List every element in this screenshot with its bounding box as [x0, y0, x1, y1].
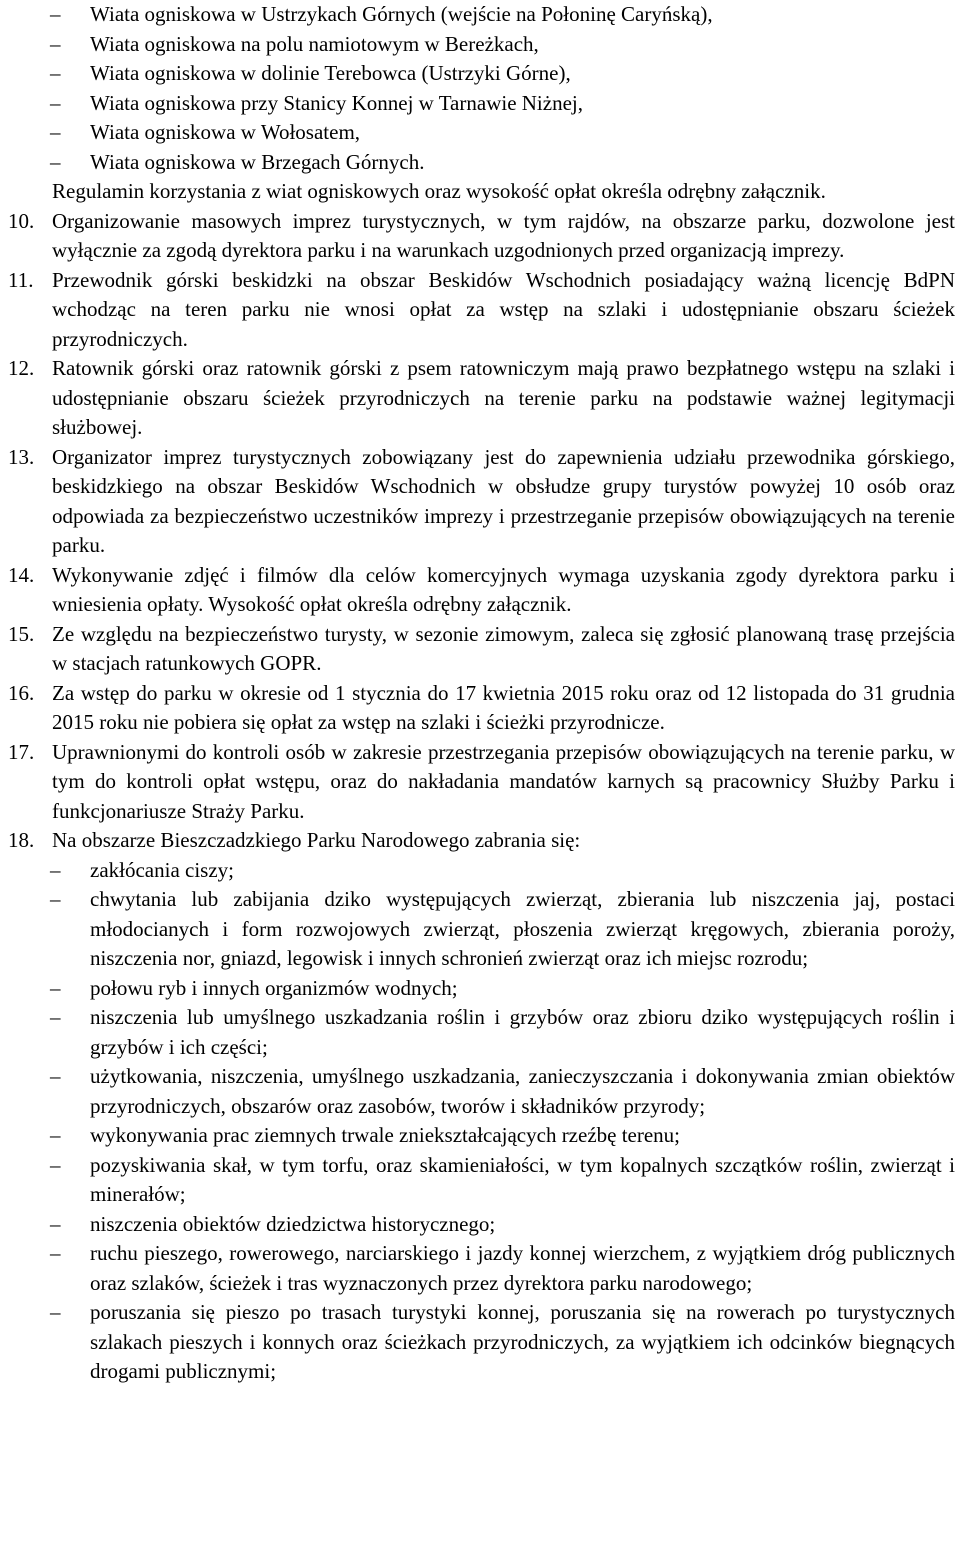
- dash-bullet: –: [50, 149, 61, 174]
- dash-bullet: –: [50, 857, 61, 882]
- point-text: Organizowanie masowych imprez turystycznych, w tym rajdów, na obszarze parku, dozwolone jest wyłącznie za zgodą dyrektora parku i na warunkach uzgodnionych przed organizacją imprezy.: [52, 208, 955, 262]
- shelter-item: [0, 89, 960, 119]
- point-number: 10.: [8, 208, 35, 233]
- numbered-point: [0, 561, 960, 620]
- prohibition-item: [0, 974, 960, 1004]
- dash-bullet: –: [50, 1211, 61, 1236]
- prohibition-item-text: pozyskiwania skał, w tym torfu, oraz skamieniałości, w tym kopalnych szczątków roślin, zwierząt i minerałów;: [90, 1152, 955, 1206]
- numbered-point: [0, 354, 960, 443]
- prohibition-item-text: niszczenia lub umyślnego uszkadzania roślin i grzybów oraz zbioru dziko występujących roślin i grzybów i ich części;: [90, 1005, 955, 1059]
- numbered-point: [0, 679, 960, 738]
- prohibition-item: [0, 1003, 960, 1062]
- dash-bullet: –: [50, 2, 61, 26]
- point-text: Przewodnik górski beskidzki na obszar Beskidów Wschodnich posiadający ważną licencję BdPN wchodząc na teren parku nie wnosi opłat za wstęp na szlaki i udostępnianie obszaru ścieżek przyrodniczych.: [52, 267, 955, 351]
- point-number: 13.: [8, 444, 35, 469]
- prohibition-item: [0, 856, 960, 886]
- point-number: 14.: [8, 562, 35, 587]
- point-text: Na obszarze Bieszczadzkiego Parku Narodowego zabrania się:: [52, 828, 581, 852]
- numbered-point: [0, 738, 960, 827]
- point-number: 15.: [8, 621, 35, 646]
- shelter-item: [0, 0, 960, 30]
- dash-bullet: –: [50, 1005, 61, 1029]
- point-text: Za wstęp do parku w okresie od 1 stycznia do 17 kwietnia 2015 roku oraz od 12 listopada do 31 grudnia 2015 roku nie pobiera się opłat za wstęp na szlaki i ścieżki przyrodnicze.: [52, 680, 955, 734]
- dash-bullet: –: [50, 31, 61, 56]
- shelter-item-text: Wiata ogniskowa w Ustrzykach Górnych (wejście na Połoninę Caryńską),: [90, 2, 713, 26]
- shelter-item-text: Wiata ogniskowa przy Stanicy Konnej w Tarnawie Niżnej,: [90, 90, 583, 115]
- numbered-point: [0, 826, 960, 856]
- numbered-points: [0, 207, 960, 856]
- prohibition-item-text: zakłócania ciszy;: [90, 857, 235, 882]
- prohibition-item-text: ruchu pieszego, rowerowego, narciarskiego i jazdy konnej wierzchem, z wyjątkiem dróg publicznych oraz szlaków, ścieżek i tras wyznaczonych przez dyrektora parku narodowego;: [90, 1241, 955, 1295]
- shelter-item-text: Wiata ogniskowa na polu namiotowym w Bereżkach,: [90, 31, 539, 56]
- point-text: Ratownik górski oraz ratownik górski z psem ratowniczym mają prawo bezpłatnego wstępu na szlaki i udostępnianie obszaru ścieżek przyrodniczych na terenie parku na podstawie ważnej legitymacji służbowej.: [52, 356, 955, 439]
- shelter-item-text: Wiata ogniskowa w dolinie Terebowca (Ustrzyki Górne),: [90, 61, 571, 85]
- prohibition-item-text: wykonywania prac ziemnych trwale zniekształcających rzeźbę terenu;: [90, 1123, 681, 1147]
- prohibition-item-text: chwytania lub zabijania dziko występujących zwierząt, zbierania lub niszczenia jaj, postaci młodocianych i form rozwojowych zwierząt, płoszenia zwierząt kręgowych, zbierania poroży, niszczenia nor, gniazd, legowisk i innych schronień zwierząt oraz ich miejsc rozrodu;: [90, 887, 955, 970]
- point-number: 17.: [8, 739, 35, 764]
- point-text: Ze względu na bezpieczeństwo turysty, w sezonie zimowym, zaleca się zgłosić planowaną trasę przejścia w stacjach ratunkowych GOPR.: [52, 621, 955, 675]
- point-text: Uprawnionymi do kontroli osób w zakresie przestrzegania przepisów obowiązujących na terenie parku, w tym do kontroli opłat wstępu, oraz do nakładania mandatów karnych są pracownicy Służby Parku i funkcjonariusze Straży Parku.: [52, 739, 955, 823]
- prohibition-item: [0, 1151, 960, 1210]
- dash-bullet: –: [50, 61, 61, 85]
- dash-bullet: –: [50, 1300, 61, 1324]
- dash-bullet: –: [50, 1064, 61, 1088]
- point-number: 16.: [8, 680, 35, 705]
- prohibition-item-text: połowu ryb i innych organizmów wodnych;: [90, 975, 458, 1000]
- dash-bullet: –: [50, 1241, 61, 1265]
- point-text: Wykonywanie zdjęć i filmów dla celów komercyjnych wymaga uzyskania zgody dyrektora parku i wniesienia opłaty. Wysokość opłat określa odrębny załącznik.: [52, 562, 955, 616]
- point-text: Organizator imprez turystycznych zobowiązany jest do zapewnienia udziału przewodnika górskiego, beskidzkiego na obszar Beskidów Wschodnich w obsłudze grupy turystów powyżej 10 osób oraz odpowiada za bezpieczeństwo uczestników imprezy i przestrzeganie przepisów obowiązujących na terenie parku.: [52, 444, 955, 557]
- dash-bullet: –: [50, 975, 61, 1000]
- prohibition-item-text: użytkowania, niszczenia, umyślnego uszkadzania, zanieczyszczania i dokonywania zmian obiektów przyrodniczych, obszarów oraz zasobów, tworów i składników przyrody;: [90, 1064, 955, 1118]
- shelter-item: [0, 148, 960, 178]
- shelter-item: [0, 118, 960, 148]
- dash-bullet: –: [50, 1152, 61, 1177]
- numbered-point: [0, 443, 960, 561]
- prohibition-item-text: niszczenia obiektów dziedzictwa historycznego;: [90, 1211, 496, 1236]
- dash-bullet: –: [50, 120, 61, 144]
- numbered-point: [0, 207, 960, 266]
- point-number: 11.: [8, 267, 34, 292]
- numbered-point: [0, 620, 960, 679]
- numbered-point: [0, 266, 960, 355]
- regulamin-note: Regulamin korzystania z wiat ogniskowych oraz wysokość opłat określa odrębny załącznik.: [52, 179, 826, 203]
- dash-bullet: –: [50, 1123, 61, 1147]
- shelter-item-text: Wiata ogniskowa w Brzegach Górnych.: [90, 149, 425, 174]
- prohibition-item: [0, 885, 960, 974]
- shelter-item: [0, 30, 960, 60]
- prohibition-item: [0, 1062, 960, 1121]
- prohibition-item: [0, 1239, 960, 1298]
- dash-bullet: –: [50, 887, 61, 911]
- dash-bullet: –: [50, 90, 61, 115]
- prohibition-item: [0, 1298, 960, 1387]
- prohibition-item: [0, 1210, 960, 1240]
- shelter-item: [0, 59, 960, 89]
- prohibition-item: [0, 1121, 960, 1151]
- prohibition-item-text: poruszania się pieszo po trasach turystyki konnej, poruszania się na rowerach po turystycznych szlakach pieszych i konnych oraz ścieżkach przyrodniczych, za wyjątkiem ich odcinków biegnących drogami publicznymi;: [90, 1300, 955, 1383]
- point-number: 12.: [8, 356, 35, 380]
- prohibitions-list: [0, 856, 960, 1387]
- point-number: 18.: [8, 828, 35, 852]
- fire-shelter-list: [0, 0, 960, 177]
- shelter-item-text: Wiata ogniskowa w Wołosatem,: [90, 120, 361, 144]
